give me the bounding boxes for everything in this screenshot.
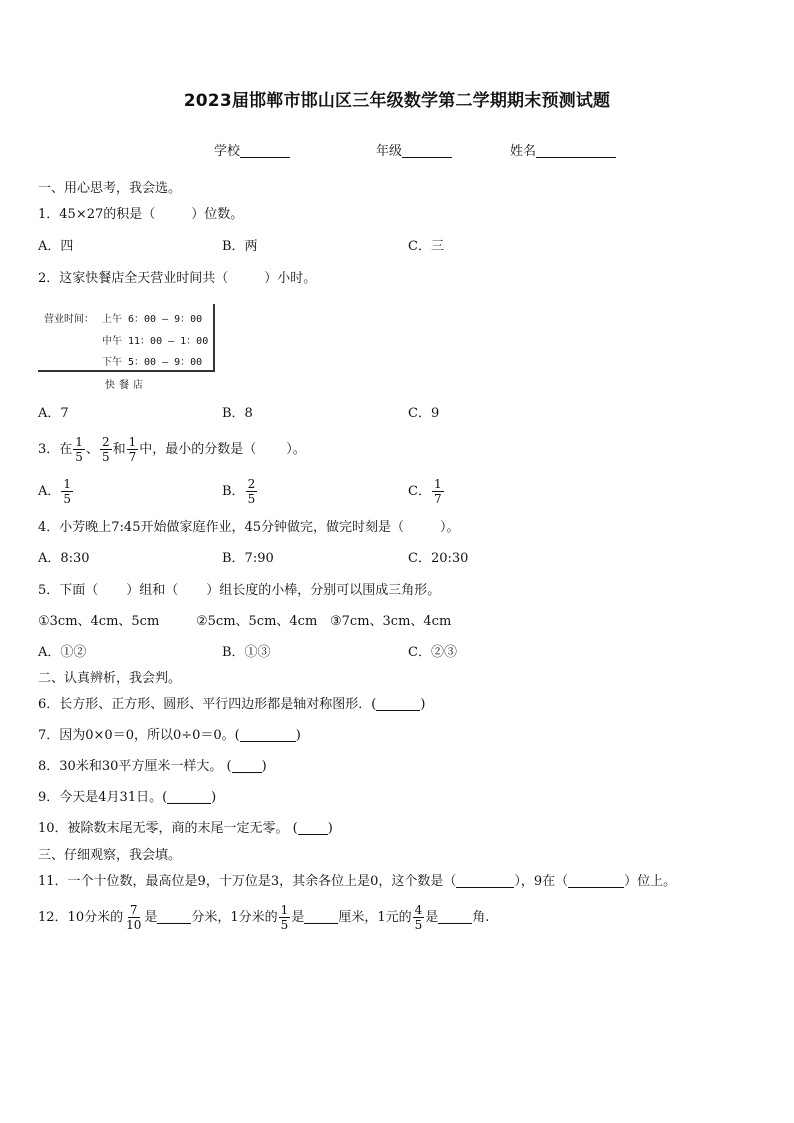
q4-option-a[interactable]: A．8:30 (38, 551, 90, 566)
q9-answer-blank[interactable] (167, 790, 211, 804)
q4-option-c[interactable]: C．20:30 (408, 551, 469, 566)
q3-option-a-label: A． (38, 484, 61, 499)
section-heading: 二、认真辨析，我会判。 (38, 671, 182, 686)
q3-frac-3-den: 7 (128, 450, 137, 464)
section-heading: 一、用心思考，我会选。 (38, 181, 182, 196)
q12-answer-blank-2[interactable] (304, 910, 338, 924)
section-heading: 三、仔细观察，我会填。 (38, 848, 182, 863)
question-2 (38, 270, 316, 288)
name-blank[interactable] (536, 143, 616, 158)
q7-text-a: 7．因为0×0＝0，所以0÷0＝0。( (38, 728, 240, 743)
grade-blank[interactable] (402, 143, 452, 158)
q5-group-1: ①3cm、4cm、5cm (38, 614, 160, 629)
name-field[interactable] (510, 140, 616, 159)
q6-text-a: 6．长方形、正方形、圆形、平行四边形都是轴对称图形．( (38, 697, 377, 712)
q3-frac-2-den: 5 (101, 450, 110, 464)
grade-label: 年级 (376, 144, 403, 159)
q12-frac-1 (124, 903, 143, 932)
q5-group-2: ②5cm、5cm、4cm (196, 614, 318, 629)
q3-frac-3 (127, 435, 139, 464)
q3-frac-3-num: 1 (128, 435, 137, 449)
q3-sep1: 、 (85, 442, 99, 457)
q3-prefix: 3．在 (38, 442, 73, 457)
opening-hours-sign (38, 304, 215, 372)
q9-text-a: 9．今天是4月31日。( (38, 790, 168, 805)
q7-text-b: ) (295, 728, 301, 743)
q3-frac-2-num: 2 (101, 435, 110, 449)
grade-field[interactable] (376, 140, 452, 159)
question-12 (38, 900, 489, 936)
q1-text-b: ）位数。 (191, 207, 244, 222)
q5-group-3: ③7cm、3cm、4cm (330, 614, 452, 629)
q1-text-a: 1．45×27的积是（ (38, 207, 156, 222)
q11-answer-blank-1[interactable] (456, 874, 514, 888)
q12-frac-3-num: 4 (414, 903, 423, 917)
q11-text-c: ）位上。 (624, 874, 677, 889)
q12-part-2: 是 (144, 910, 158, 925)
q8-answer-blank[interactable] (232, 759, 262, 773)
hours-label: 营业时间： (44, 314, 94, 325)
q3-option-b-den: 5 (247, 492, 256, 506)
q2-option-b[interactable]: B．8 (222, 406, 253, 421)
question-4 (38, 519, 460, 537)
q6-answer-blank[interactable] (376, 697, 420, 711)
q3-frac-1-num: 1 (75, 435, 83, 449)
question-1 (38, 206, 243, 224)
q3-option-b-num: 2 (247, 477, 256, 491)
q3-option-c-frac (432, 477, 444, 506)
q12-frac-2 (279, 903, 291, 932)
q12-frac-3 (413, 903, 425, 932)
hours-row-noon: 中午 11：00 — 1：00 (102, 336, 209, 347)
q2-option-c[interactable]: C．9 (408, 406, 440, 421)
q10-text-a: 10．被除数末尾无零，商的末尾一定无零。 ( (38, 821, 298, 836)
q3-sep2: 和 (112, 442, 126, 457)
q2-text-b: ）小时。 (264, 271, 317, 286)
q5-text-b: ）组和（ (126, 583, 179, 598)
q3-option-c-num: 1 (433, 477, 442, 491)
q12-frac-2-den: 5 (280, 918, 289, 932)
q3-option-c-label: C． (408, 484, 431, 499)
question-10 (38, 820, 333, 838)
hours-caption: 快餐店 (105, 380, 147, 391)
question-7 (38, 727, 301, 745)
q10-text-b: ) (327, 821, 333, 836)
q12-answer-blank-1[interactable] (157, 910, 191, 924)
question-6 (38, 696, 425, 714)
q12-part-3: 分米，1分米的 (191, 910, 278, 925)
q6-text-b: ) (420, 697, 426, 712)
q3-option-b-label: B． (222, 484, 245, 499)
question-8 (38, 758, 267, 776)
q5-text-c: ）组长度的小棒，分别可以围成三角形。 (206, 583, 441, 598)
q3-option-c-den: 7 (433, 492, 442, 506)
q9-text-b: ) (211, 790, 217, 805)
q3-frac-2 (100, 435, 112, 464)
q4-text-b: ）。 (440, 520, 460, 535)
q3-option-a-frac (61, 477, 73, 506)
q12-part-7: 角. (472, 910, 490, 925)
question-3 (38, 432, 306, 468)
page-title: 2023届邯郸市邯山区三年级数学第二学期期末预测试题 (183, 91, 611, 111)
q3-frac-1-den: 5 (75, 450, 83, 464)
q12-part-4: 是 (291, 910, 305, 925)
q3-option-c[interactable] (408, 474, 445, 510)
q12-frac-1-num: 7 (129, 903, 138, 917)
q11-text-b: ），9在（ (514, 874, 569, 889)
name-label: 姓名 (510, 144, 537, 159)
q5-option-a[interactable]: A．①② (38, 645, 87, 660)
q5-option-b[interactable]: B．①③ (222, 645, 271, 660)
school-field[interactable] (214, 140, 290, 159)
school-blank[interactable] (240, 143, 290, 158)
q10-answer-blank[interactable] (298, 821, 328, 835)
q12-frac-2-num: 1 (280, 903, 289, 917)
q3-option-a[interactable] (38, 474, 74, 510)
q3-frac-1 (73, 435, 85, 464)
q8-text-a: 8．30米和30平方厘米一样大。 ( (38, 759, 232, 774)
q3-suffix-a: 中，最小的分数是（ (139, 442, 257, 457)
q3-option-a-num: 1 (63, 477, 72, 491)
hours-row-morning: 上午 6：00 — 9：00 (102, 314, 203, 325)
q12-frac-1-den: 10 (126, 918, 142, 932)
question-9 (38, 789, 216, 807)
q1-option-a[interactable]: A．四 (38, 239, 74, 254)
q3-option-a-den: 5 (63, 492, 72, 506)
question-11 (38, 873, 676, 891)
school-label: 学校 (214, 144, 241, 159)
q3-option-b[interactable] (222, 474, 258, 510)
q12-part-1: 12．10分米的 (38, 910, 124, 925)
q4-text-a: 4．小芳晚上7:45开始做家庭作业，45分钟做完，做完时刻是（ (38, 520, 405, 535)
q2-option-a[interactable]: A．7 (38, 406, 69, 421)
q11-answer-blank-2[interactable] (568, 874, 624, 888)
hours-row-evening: 下午 5：00 — 9：00 (102, 357, 203, 368)
q3-option-b-frac (246, 477, 258, 506)
q5-option-c[interactable]: C．②③ (408, 645, 457, 660)
q1-option-c[interactable]: C．三 (408, 239, 444, 254)
q12-answer-blank-3[interactable] (438, 910, 472, 924)
q1-option-b[interactable]: B．两 (222, 239, 258, 254)
q8-text-b: ) (261, 759, 267, 774)
q12-part-5: 厘米，1元的 (338, 910, 412, 925)
q3-suffix-b: ）。 (286, 442, 306, 457)
q4-option-b[interactable]: B．7:90 (222, 551, 274, 566)
q11-text-a: 11．一个十位数，最高位是9，十万位是3，其余各位上是0，这个数是（ (38, 874, 457, 889)
q7-answer-blank[interactable] (240, 728, 296, 742)
q12-frac-3-den: 5 (414, 918, 423, 932)
question-5 (38, 582, 440, 600)
q5-text-a: 5．下面（ (38, 583, 99, 598)
q12-part-6: 是 (425, 910, 439, 925)
q2-text-a: 2．这家快餐店全天营业时间共（ (38, 271, 229, 286)
